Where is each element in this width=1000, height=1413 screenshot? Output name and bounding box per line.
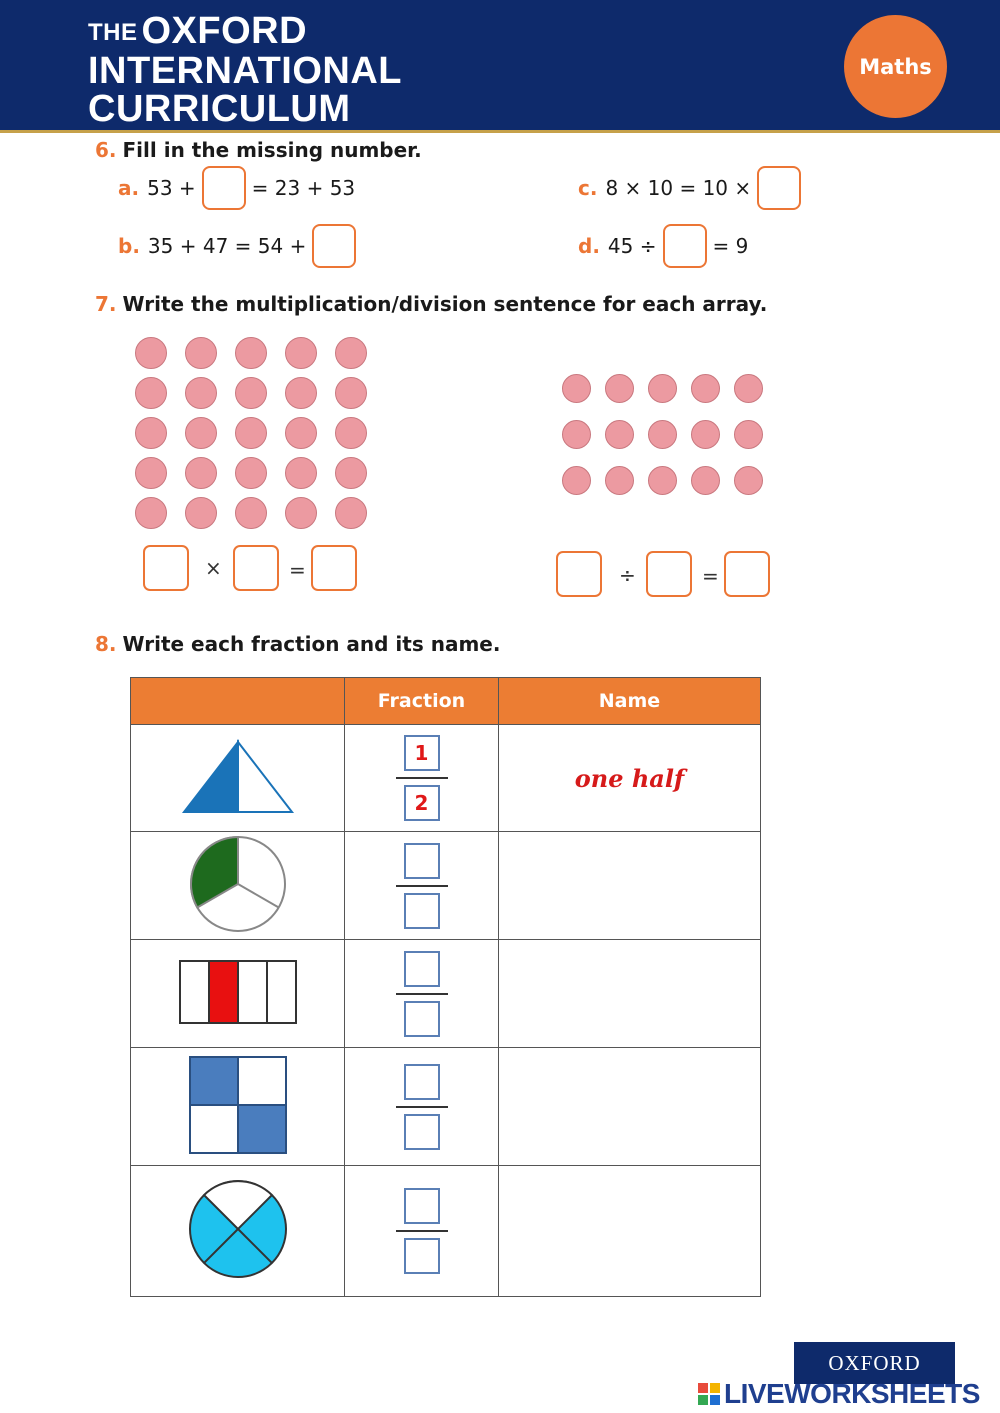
name-cell[interactable]	[499, 832, 761, 940]
array2-divisor-box[interactable]	[646, 551, 692, 597]
brand-logo: THE OXFORD INTERNATIONAL CURRICULUM	[88, 10, 402, 130]
liveworksheets-watermark: LIVEWORKSHEETS	[698, 1378, 998, 1410]
rectangle-quarters-shape	[179, 960, 297, 1024]
array-dot	[135, 337, 167, 369]
array-dot	[335, 337, 367, 369]
array-dot	[285, 337, 317, 369]
array-dot	[135, 457, 167, 489]
denominator-box[interactable]	[404, 1114, 440, 1150]
fraction-table	[130, 677, 761, 1297]
array-dot	[285, 497, 317, 529]
oxford-publisher-logo: OXFORD	[794, 1342, 955, 1384]
name-cell[interactable]	[499, 725, 761, 832]
array-dot	[605, 420, 634, 449]
array-dot	[185, 337, 217, 369]
array-dot	[648, 374, 677, 403]
array-dot	[285, 417, 317, 449]
question-6d: d. 45 ÷ = 9	[578, 223, 748, 269]
liveworksheets-icon	[698, 1383, 720, 1405]
array1-equals-sign: =	[289, 558, 306, 582]
numerator-box[interactable]: 1	[404, 735, 440, 771]
fraction-cell	[345, 940, 499, 1048]
array-dot	[135, 417, 167, 449]
denominator-box[interactable]	[404, 1001, 440, 1037]
circle-quarters-shape	[187, 1178, 289, 1280]
array-dot	[235, 377, 267, 409]
half-triangle-shape	[178, 736, 298, 816]
table-row	[131, 725, 761, 832]
name-cell[interactable]	[499, 1048, 761, 1166]
answer-box-6b[interactable]	[312, 224, 356, 268]
array1-factor-box-2[interactable]	[233, 545, 279, 591]
array-dot	[605, 374, 634, 403]
fraction-cell	[345, 725, 499, 832]
question-6a: a. 53 + = 23 + 53	[118, 165, 355, 211]
circle-thirds-shape	[188, 834, 288, 934]
array1-factor-box-1[interactable]	[143, 545, 189, 591]
array-dot	[335, 497, 367, 529]
array-dot	[734, 420, 763, 449]
question-6-title: 6. Fill in the missing number.	[95, 138, 422, 162]
array-dot	[135, 497, 167, 529]
array2-quotient-box[interactable]	[724, 551, 770, 597]
header-name: Name	[499, 678, 761, 725]
array-dot	[562, 466, 591, 495]
fraction-bar	[396, 1230, 448, 1232]
answer-box-6d[interactable]	[663, 224, 707, 268]
fraction-bar	[396, 885, 448, 887]
denominator-box[interactable]	[404, 893, 440, 929]
array2-dividend-box[interactable]	[556, 551, 602, 597]
question-6b: b. 35 + 47 = 54 +	[118, 223, 362, 269]
fraction-example	[345, 735, 498, 821]
array-dot	[185, 457, 217, 489]
fraction-bar	[396, 993, 448, 995]
table-row	[131, 1048, 761, 1166]
denominator-box[interactable]: 2	[404, 785, 440, 821]
array-dot	[235, 417, 267, 449]
header-banner	[0, 0, 1000, 130]
shape-cell	[131, 940, 345, 1048]
table-row	[131, 832, 761, 940]
header-divider	[0, 130, 1000, 133]
denominator-box[interactable]	[404, 1238, 440, 1274]
array-dot	[734, 466, 763, 495]
array-dot	[235, 497, 267, 529]
array-dot	[185, 377, 217, 409]
answer-box-6c[interactable]	[757, 166, 801, 210]
array-dot	[691, 466, 720, 495]
array-dot	[185, 497, 217, 529]
array-dot	[235, 337, 267, 369]
subject-badge: Maths	[844, 15, 947, 118]
answer-box-6a[interactable]	[202, 166, 246, 210]
shape-cell	[131, 725, 345, 832]
table-row	[131, 1166, 761, 1297]
square-quarters-shape	[189, 1056, 287, 1154]
array2-equals-sign: =	[702, 564, 719, 588]
numerator-box[interactable]	[404, 1188, 440, 1224]
array-dot	[285, 457, 317, 489]
array-dot	[691, 374, 720, 403]
shape-cell	[131, 1166, 345, 1297]
numerator-box[interactable]	[404, 1064, 440, 1100]
array-dot	[562, 420, 591, 449]
array-dot	[691, 420, 720, 449]
fraction-cell	[345, 1166, 499, 1297]
array-dot	[285, 377, 317, 409]
numerator-box[interactable]	[404, 843, 440, 879]
array1-multiply-sign: ×	[205, 556, 222, 580]
name-cell[interactable]	[499, 1166, 761, 1297]
array-dot	[605, 466, 634, 495]
fraction-name-example: one half	[574, 763, 685, 793]
question-8-title: 8. Write each fraction and its name.	[95, 632, 501, 656]
header-fraction: Fraction	[345, 678, 499, 725]
header-shape	[131, 678, 345, 725]
array-dot	[335, 417, 367, 449]
array-dot	[648, 420, 677, 449]
array-dot	[335, 457, 367, 489]
name-cell[interactable]	[499, 940, 761, 1048]
fraction-bar	[396, 777, 448, 779]
array1-product-box[interactable]	[311, 545, 357, 591]
array-dot	[235, 457, 267, 489]
question-6c: c. 8 × 10 = 10 ×	[578, 165, 807, 211]
array-dot	[648, 466, 677, 495]
fraction-cell	[345, 1048, 499, 1166]
table-header-row	[131, 678, 761, 725]
shape-cell	[131, 832, 345, 940]
shape-cell	[131, 1048, 345, 1166]
array-dot	[135, 377, 167, 409]
array-dot	[185, 417, 217, 449]
fraction-bar	[396, 1106, 448, 1108]
array2-divide-sign: ÷	[619, 563, 636, 587]
array-dot	[335, 377, 367, 409]
question-7-title: 7. Write the multiplication/division sentence for each array.	[95, 292, 768, 316]
table-row	[131, 940, 761, 1048]
array-dot	[562, 374, 591, 403]
numerator-box[interactable]	[404, 951, 440, 987]
fraction-cell	[345, 832, 499, 940]
array-dot	[734, 374, 763, 403]
